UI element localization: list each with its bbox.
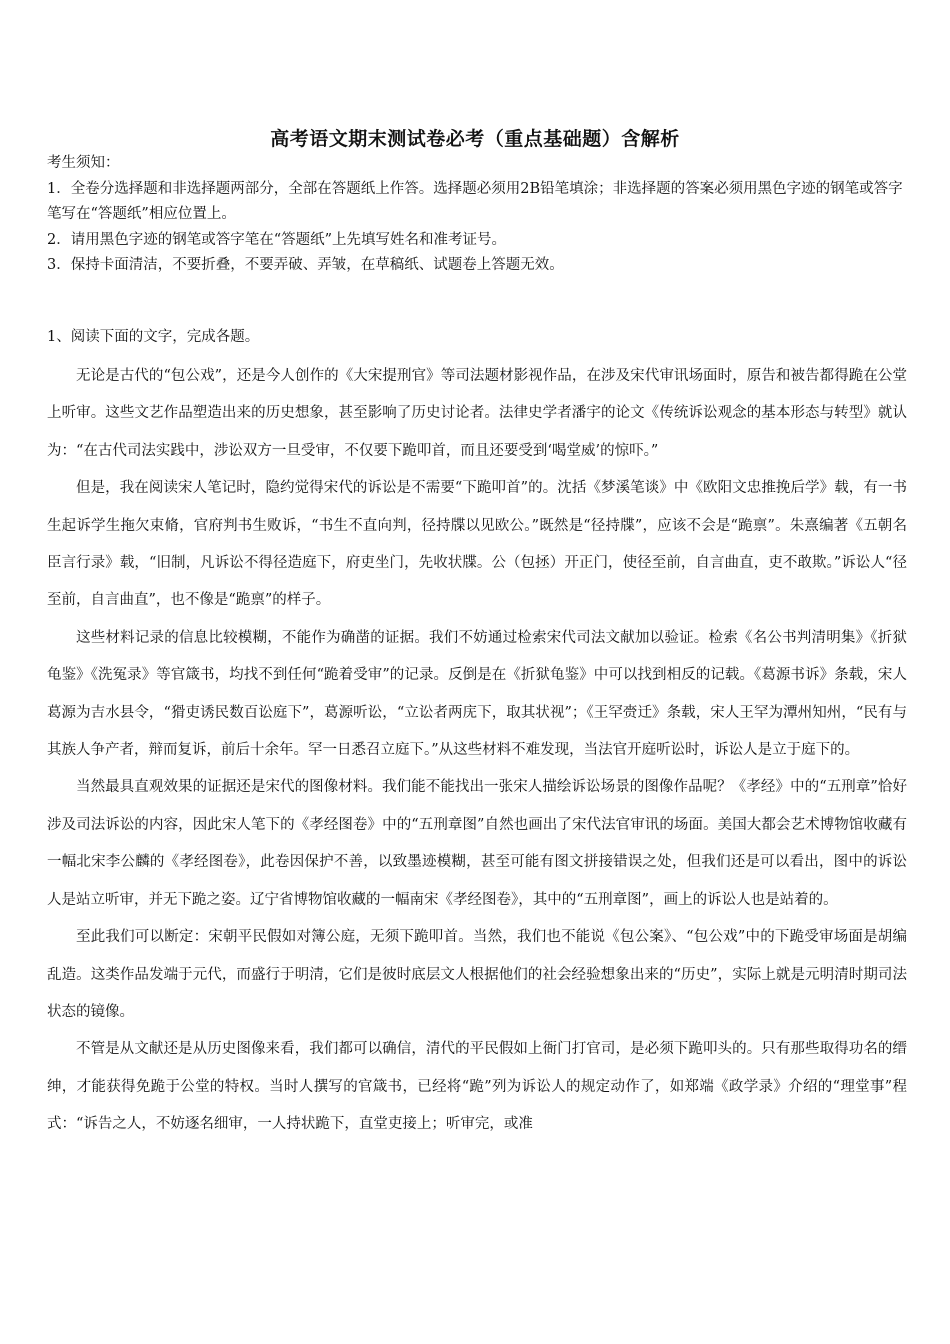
passage-paragraph: 但是，我在阅读宋人笔记时，隐约觉得宋代的诉讼是不需要“下跪叩首”的。沈括《梦溪笔谈》中《欧阳文忠推挽后学》载，有一书生起诉学生拖欠束脩，官府判书生败诉，“书生不直向判，径持牒以见欧公。”既然是“径持牒”，应该不会是“跪禀”。朱熹编著《五朝名臣言行录》载，“旧制，凡诉讼不得径造庭下，府吏坐门，先收状牒。公（包拯）开正门，使径至前，自言曲直，吏不敢欺。”诉讼人“径至前，自言曲直”，也不像是“跪禀”的样子。 [47,480,907,609]
notice-item: 1．全卷分选择题和非选择题两部分，全部在答题纸上作答。选择题必须用2B铅笔填涂；非选择题的答案必须用黑色字迹的钢笔或答字笔写在“答题纸”相应位置上。 [47,180,903,222]
candidate-notice [47,151,907,279]
passage-paragraph: 当然最具直观效果的证据还是宋代的图像材料。我们能不能找出一张宋人描绘诉讼场景的图像作品呢？《孝经》中的“五刑章”恰好涉及司法诉讼的内容，因此宋人笔下的《孝经图卷》中的“五刑章图”自然也画出了宋代法官审讯的场面。美国大都会艺术博物馆收藏有一幅北宋李公麟的《孝经图卷》，此卷因保护不善，以致墨迹模糊，甚至可能有图文拼接错误之处，但我们还是可以看出，图中的诉讼人是站立听审，并无下跪之姿。辽宁省博物馆收藏的一幅南宋《孝经图卷》，其中的“五刑章图”，画上的诉讼人也是站着的。 [47,779,907,908]
passage-paragraph: 无论是古代的“包公戏”，还是今人创作的《大宋提刑官》等司法题材影视作品，在涉及宋代审讯场面时，原告和被告都得跪在公堂上听审。这些文艺作品塑造出来的历史想象，甚至影响了历史讨论者。法律史学者潘宇的论文《传统诉讼观念的基本形态与转型》就认为：“在古代司法实践中，涉讼双方一旦受审，不仅要下跪叩首，而且还要受到‘喝堂威’的惊吓。” [47,368,907,459]
document-title: 高考语文期末测试卷必考（重点基础题）含解析 [270,127,680,150]
passage-paragraph: 至此我们可以断定：宋朝平民假如对簿公庭，无须下跪叩首。当然，我们也不能说《包公案》、“包公戏”中的下跪受审场面是胡编乱造。这类作品发端于元代，而盛行于明清，它们是彼时底层文人根据他们的社会经验想象出来的“历史”，实际上就是元明清时期司法状态的镜像。 [47,929,907,1020]
passage-paragraph: 不管是从文献还是从历史图像来看，我们都可以确信，清代的平民假如上衙门打官司，是必须下跪叩头的。只有那些取得功名的缙绅，才能获得免跪于公堂的特权。当时人撰写的官箴书，已经将“跪”列为诉讼人的规定动作了，如郑端《政学录》介绍的“理堂事”程式：“诉告之人，不妨逐名细审，一人持状跪下，直堂吏接上；听审完，或准 [47,1041,907,1133]
reading-passage [47,358,907,1144]
question-prompt: 1、阅读下面的文字，完成各题。 [47,329,260,345]
notice-heading: 考生须知： [47,155,120,171]
notice-item: 3．保持卡面清洁，不要折叠，不要弄破、弄皱，在草稿纸、试题卷上答题无效。 [47,257,564,273]
notice-item: 2．请用黑色字迹的钢笔或答字笔在“答题纸”上先填写姓名和准考证号。 [47,231,507,248]
passage-paragraph: 这些材料记录的信息比较模糊，不能作为确凿的证据。我们不妨通过检索宋代司法文献加以验证。检索《名公书判清明集》《折狱龟鉴》《洗冤录》等官箴书，均找不到任何“跪着受审”的记录。反倒是在《折狱龟鉴》中可以找到相反的记载。《葛源书诉》条载，宋人葛源为吉水县令，“猾吏诱民数百讼庭下”，葛源听讼，“立讼者两庑下，取其状视”；《王罕赍迁》条载，宋人王罕为潭州知州，“民有与其族人争产者，辩而复诉，前后十余年。罕一日悉召立庭下。”从这些材料不难发现，当法官开庭听讼时，诉讼人是立于庭下的。 [47,629,907,759]
